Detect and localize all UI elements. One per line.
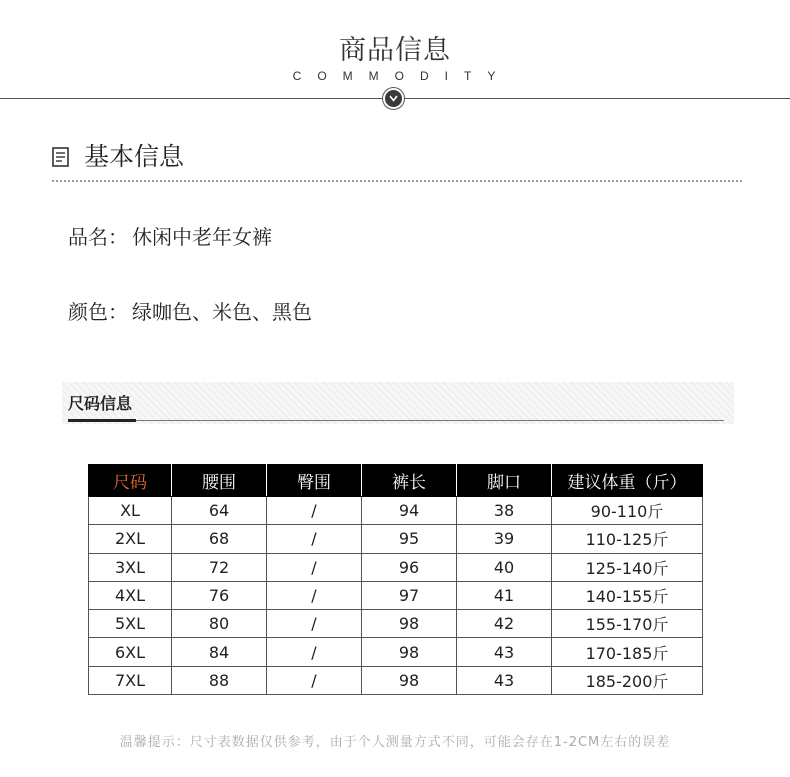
table-cell: 41 [457,581,552,609]
table-cell: / [267,638,362,666]
table-row [89,610,703,638]
footnote: 温馨提示：尺寸表数据仅供参考，由于个人测量方式不同，可能会存在1-2CM左右的误差 [119,735,671,750]
table-header-row [89,465,703,497]
table-cell: 68 [172,525,267,553]
size-section-divider [68,420,724,421]
column-header: 尺码 [89,465,172,497]
size-table [88,464,703,695]
table-cell: 98 [362,666,457,694]
table-cell: 96 [362,553,457,581]
column-header: 裤长 [362,465,457,497]
table-row [89,581,703,609]
table-cell: 97 [362,581,457,609]
dotted-divider [52,180,742,182]
table-cell: 185-200斤 [552,666,703,694]
table-cell: 4XL [89,581,172,609]
table-cell: 170-185斤 [552,638,703,666]
table-row [89,666,703,694]
table-cell: 7XL [89,666,172,694]
table-cell: 155-170斤 [552,610,703,638]
table-cell: / [267,581,362,609]
table-cell: / [267,666,362,694]
table-cell: 64 [172,497,267,525]
basic-info-title: 基本信息 [84,142,185,171]
table-cell: 38 [457,497,552,525]
table-cell: 40 [457,553,552,581]
product-name-value: 休闲中老年女裤 [132,225,272,249]
table-cell: 125-140斤 [552,553,703,581]
document-icon [52,147,70,171]
table-cell: 84 [172,638,267,666]
table-cell: 39 [457,525,552,553]
table-cell: 43 [457,666,552,694]
table-cell: 2XL [89,525,172,553]
size-section-title: 尺码信息 [68,394,133,413]
size-section-underline [68,419,136,422]
table-cell: 140-155斤 [552,581,703,609]
table-cell: 6XL [89,638,172,666]
table-cell: 110-125斤 [552,525,703,553]
column-header: 建议体重（斤） [552,465,703,497]
table-cell: 94 [362,497,457,525]
table-cell: 90-110斤 [552,497,703,525]
table-cell: 76 [172,581,267,609]
table-cell: 88 [172,666,267,694]
column-header: 臀围 [267,465,362,497]
table-row [89,553,703,581]
page-subtitle: COMMODITY [292,69,512,83]
chevron-down-icon [383,88,404,109]
table-cell: / [267,610,362,638]
table-row [89,497,703,525]
table-cell: 42 [457,610,552,638]
page-title: 商品信息 [339,35,451,66]
size-section-banner [62,382,734,424]
product-color-label: 颜色： [68,300,128,324]
product-name-label: 品名： [68,225,128,249]
product-name-line [68,221,272,250]
column-header: 腰围 [172,465,267,497]
table-cell: 72 [172,553,267,581]
product-color-value: 绿咖色、米色、黑色 [132,300,312,324]
table-cell: 43 [457,638,552,666]
column-header: 脚口 [457,465,552,497]
table-cell: 80 [172,610,267,638]
table-cell: 3XL [89,553,172,581]
table-row [89,525,703,553]
table-cell: / [267,553,362,581]
table-cell: / [267,525,362,553]
table-cell: 5XL [89,610,172,638]
product-color-line [68,296,312,325]
table-row [89,638,703,666]
table-cell: / [267,497,362,525]
table-cell: 95 [362,525,457,553]
table-cell: 98 [362,638,457,666]
table-cell: 98 [362,610,457,638]
table-cell: XL [89,497,172,525]
